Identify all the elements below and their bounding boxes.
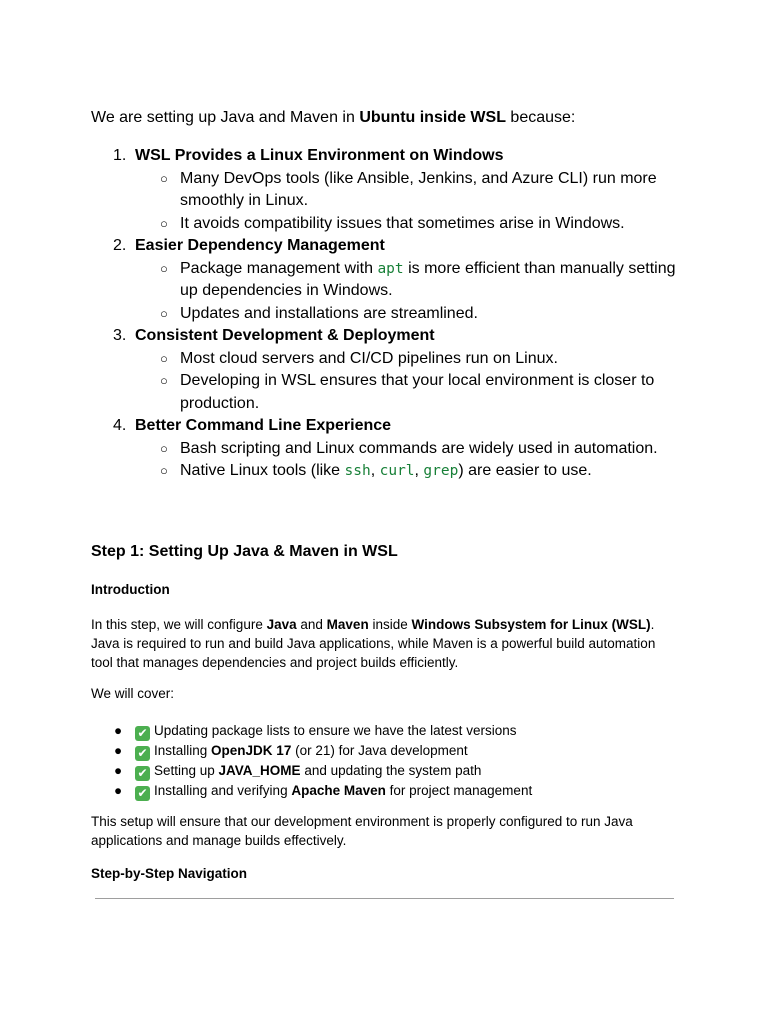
check-mark-icon: ✔ <box>135 726 150 741</box>
item-text: Updating package lists to ensure we have the latest versions <box>154 723 517 738</box>
reason-point <box>91 213 691 236</box>
reason-title: Consistent Development & Deployment <box>135 327 435 344</box>
intro-text: We are setting up Java and Maven in <box>91 109 360 126</box>
list-item <box>91 781 532 801</box>
inline-code: grep <box>423 463 459 479</box>
subheading-navigation: Step-by-Step Navigation <box>91 866 248 881</box>
bold-term: Apache Maven <box>291 783 386 798</box>
reason-item <box>91 235 691 258</box>
horizontal-rule <box>95 898 674 899</box>
point-text: It avoids compatibility issues that sometimes arise in Windows. <box>180 214 625 232</box>
bold-term: Windows Subsystem for Linux (WSL) <box>411 617 651 632</box>
reason-point <box>91 438 691 461</box>
separator: , <box>414 462 424 479</box>
bold-term: Maven <box>326 617 369 632</box>
item-text: for project management <box>385 783 533 798</box>
reason-point <box>91 370 691 415</box>
bold-term: Java <box>266 617 297 632</box>
bullet-dot-icon: ● <box>114 723 123 738</box>
list-item <box>91 741 532 761</box>
inline-code: ssh <box>344 463 371 479</box>
reason-title: WSL Provides a Linux Environment on Windows <box>135 147 504 164</box>
reason-item <box>91 415 691 438</box>
intro-suffix: because: <box>505 109 576 126</box>
point-text: is more efficient than manually setting up dependencies in Windows. <box>180 259 676 299</box>
item-text: Installing <box>154 743 212 758</box>
circle-bullet-icon: ○ <box>160 463 168 478</box>
cover-label: We will cover: <box>91 686 175 701</box>
circle-bullet-icon: ○ <box>160 170 168 186</box>
reason-point <box>91 348 691 371</box>
point-text: Updates and installations are streamlined. <box>180 304 478 322</box>
circle-bullet-icon: ○ <box>160 350 168 366</box>
point-text: Native Linux tools (like <box>180 462 345 479</box>
reason-item <box>91 145 691 168</box>
circle-bullet-icon: ○ <box>160 215 168 231</box>
point-text: Most cloud servers and CI/CD pipelines run on Linux. <box>180 349 558 367</box>
para-text: inside <box>368 617 412 632</box>
point-text: ) are easier to use. <box>458 462 592 479</box>
bold-term: JAVA_HOME <box>218 763 301 778</box>
circle-bullet-icon: ○ <box>160 373 168 388</box>
bullet-dot-icon: ● <box>114 763 123 778</box>
bold-term: OpenJDK 17 <box>211 743 292 758</box>
setup-summary-paragraph: This setup will ensure that our development environment is properly configured to run Java applications and manage builds effectively. <box>91 814 633 848</box>
subheading-introduction: Introduction <box>91 582 170 597</box>
point-text: Package management with <box>180 259 378 277</box>
inline-code: curl <box>379 463 415 479</box>
bullet-dot-icon: ● <box>114 783 123 798</box>
list-item <box>91 721 532 741</box>
reason-number: 1. <box>113 147 127 164</box>
reason-point <box>91 168 691 213</box>
reason-item <box>91 325 691 348</box>
point-text: Developing in WSL ensures that your local environment is closer to production. <box>180 372 655 412</box>
inline-code: apt <box>377 260 404 277</box>
check-mark-icon: ✔ <box>135 786 150 801</box>
item-text: and updating the system path <box>300 763 482 778</box>
section-heading: Step 1: Setting Up Java & Maven in WSL <box>91 543 398 560</box>
reason-title: Easier Dependency Management <box>135 237 385 254</box>
intro-step-paragraph <box>91 615 676 672</box>
separator: , <box>370 462 380 479</box>
cover-list <box>91 721 532 801</box>
para-text: . Java is required to run and build Java applications, while Maven is a powerful build automation tool that manages dependencies and project builds efficiently. <box>91 617 656 670</box>
reason-number: 3. <box>113 327 127 344</box>
reason-title: Better Command Line Experience <box>135 417 392 434</box>
point-text: Bash scripting and Linux commands are widely used in automation. <box>180 439 658 457</box>
bullet-dot-icon: ● <box>114 743 123 758</box>
para-text: and <box>296 617 327 632</box>
reason-number: 2. <box>113 237 127 254</box>
point-text: Many DevOps tools (like Ansible, Jenkins, and Azure CLI) run more smoothly in Linux. <box>180 169 657 209</box>
list-item <box>91 761 532 781</box>
reason-point <box>91 258 691 303</box>
intro-bold: Ubuntu inside WSL <box>359 109 506 126</box>
item-text: (or 21) for Java development <box>291 743 468 758</box>
intro-paragraph <box>91 108 575 128</box>
item-text: Installing and verifying <box>154 783 292 798</box>
circle-bullet-icon: ○ <box>160 440 168 456</box>
reason-number: 4. <box>113 417 127 434</box>
circle-bullet-icon: ○ <box>160 305 168 321</box>
reason-point <box>91 303 691 326</box>
reasons-list <box>91 145 691 483</box>
item-text: Setting up <box>154 763 219 778</box>
reason-point <box>91 460 691 483</box>
circle-bullet-icon: ○ <box>160 260 168 276</box>
check-mark-icon: ✔ <box>135 746 150 761</box>
para-text: In this step, we will configure <box>91 617 267 632</box>
check-mark-icon: ✔ <box>135 766 150 781</box>
